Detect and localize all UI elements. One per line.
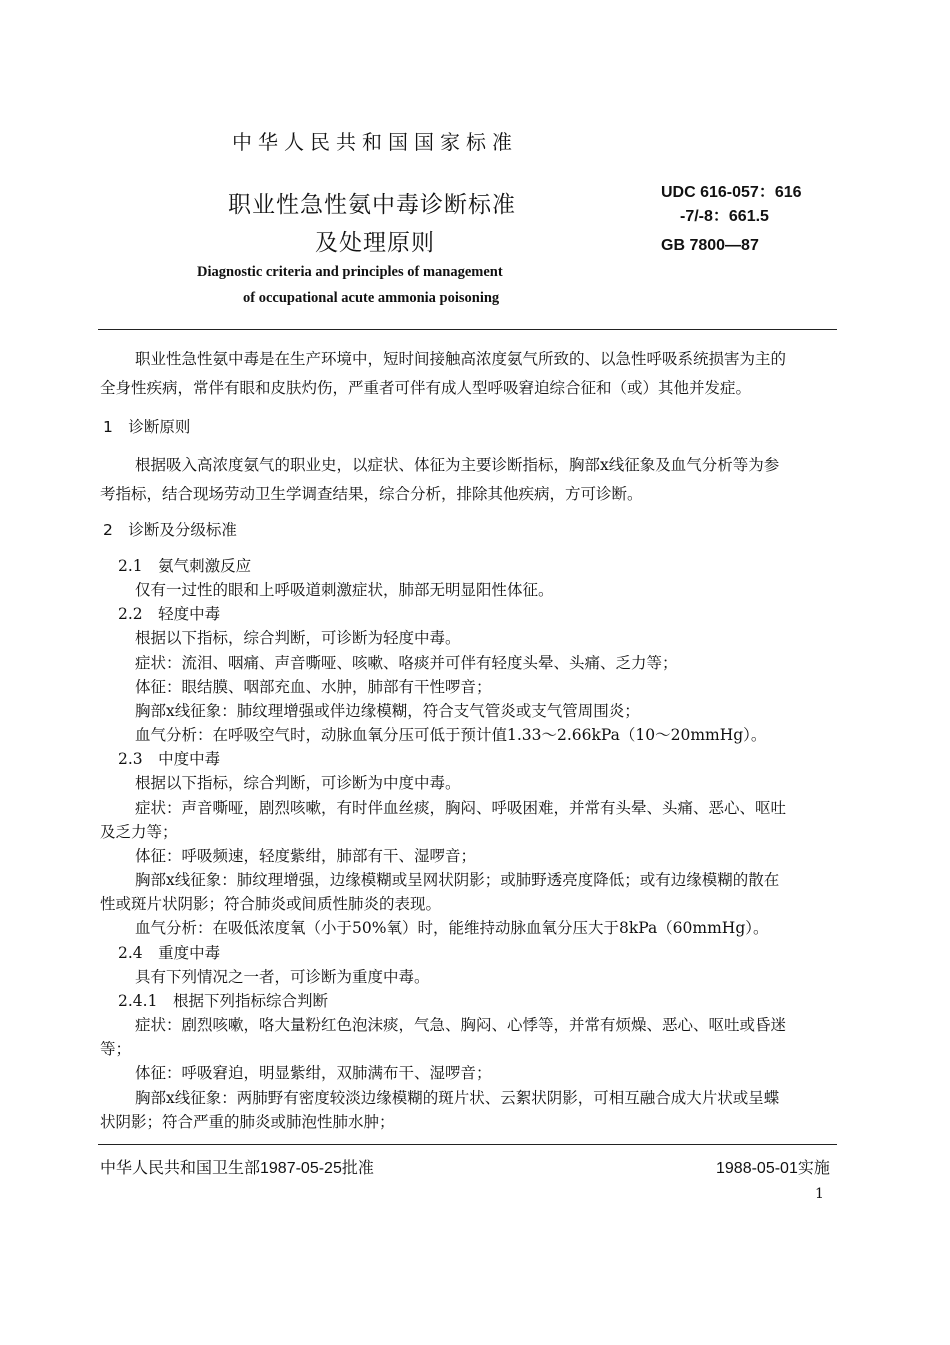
section-2-3-line1: 根据以下指标，综合判断，可诊断为中度中毒。 [135,774,461,792]
section-2-1-text: 仅有一过性的眼和上呼吸道刺激症状，肺部无明显阳性体征。 [135,581,554,599]
section-2-3-line4a: 胸部x线征象：肺纹理增强，边缘模糊或呈网状阴影；或肺野透亮度降低；或有边缘模糊的散在 [135,871,780,889]
section-2-3-line3: 体征：呼吸频速，轻度紫绀，肺部有干、湿啰音； [135,847,477,865]
section-2-4-1-line3b: 状阴影；符合严重的肺炎或肺泡性肺水肿； [100,1113,395,1131]
gb-code: GB 7800—87 [661,237,759,254]
section-2-4-1-line1b: 等； [100,1040,132,1058]
header-divider [98,329,837,330]
udc-code-line2: -7/-8：661.5 [680,208,769,225]
section-2-2-line3: 体征：眼结膜、咽部充血、水肿，肺部有干性啰音； [135,678,492,696]
section-2-4-1-line3a: 胸部x线征象：两肺野有密度较淡边缘模糊的斑片状、云絮状阴影，可相互融合成大片状或呈蝶 [135,1089,780,1107]
footer-divider [98,1144,837,1145]
section-2-3-line2a: 症状：声音嘶哑，剧烈咳嗽，有时伴血丝痰，胸闷、呼吸困难，并常有头晕、头痛、恶心、呕吐 [135,799,787,817]
english-title-line1: Diagnostic criteria and principles of management [197,264,503,280]
effective-date: 1988-05-01实施 [716,1160,830,1177]
section-2-3-line4b: 性或斑片状阴影；符合肺炎或间质性肺炎的表现。 [100,895,442,913]
document-title-line1: 职业性急性氨中毒诊断标准 [228,192,516,218]
section-2-1-heading: 2.1 氨气刺激反应 [118,557,252,575]
intro-line1: 职业性急性氨中毒是在生产环境中，短时间接触高浓度氨气所致的、以急性呼吸系统损害为主的 [135,350,787,368]
section-2-4-line1: 具有下列情况之一者，可诊断为重度中毒。 [135,968,430,986]
section-2-3-line5: 血气分析：在吸低浓度氧（小于50%氧）时，能维持动脉血氧分压大于8kPa（60mmHg）。 [135,919,769,937]
section-2-heading: 2 诊断及分级标准 [103,521,237,539]
section-2-4-1-heading: 2.4.1 根据下列指标综合判断 [118,992,328,1010]
section-2-3-heading: 2.3 中度中毒 [118,750,221,768]
section-1-heading: 1 诊断原则 [103,418,191,436]
intro-line2: 全身性疾病，常伴有眼和皮肤灼伤，严重者可伴有成人型呼吸窘迫综合征和（或）其他并发症。 [100,379,752,397]
page-number: 1 [815,1186,824,1202]
section-2-2-line5: 血气分析：在呼吸空气时，动脉血氧分压可低于预计值1.33～2.66kPa（10～20mmHg）。 [135,726,767,744]
approval-date: 中华人民共和国卫生部1987-05-25批准 [100,1160,374,1177]
english-title-line2: of occupational acute ammonia poisoning [243,290,500,306]
section-2-4-1-line2: 体征：呼吸窘迫，明显紫绀，双肺满布干、湿啰音； [135,1064,492,1082]
standard-title: 中华人民共和国国家标准 [232,130,518,154]
section-2-2-line2: 症状：流泪、咽痛、声音嘶哑、咳嗽、咯痰并可伴有轻度头晕、头痛、乏力等； [135,654,678,672]
section-2-3-line2b: 及乏力等； [100,823,178,841]
section-2-4-1-line1a: 症状：剧烈咳嗽，咯大量粉红色泡沫痰，气急、胸闷、心悸等，并常有烦燥、恶心、呕吐或昏迷 [135,1016,787,1034]
section-1-line1: 根据吸入高浓度氨气的职业史，以症状、体征为主要诊断指标，胸部x线征象及血气分析等为参 [135,456,780,474]
section-2-4-heading: 2.4 重度中毒 [118,944,221,962]
udc-code-line1: UDC 616-057：616 [661,184,802,201]
section-1-line2: 考指标，结合现场劳动卫生学调查结果，综合分析，排除其他疾病，方可诊断。 [100,485,643,503]
section-2-2-heading: 2.2 轻度中毒 [118,605,221,623]
document-title-line2: 及处理原则 [315,230,435,256]
section-2-2-line1: 根据以下指标，综合判断，可诊断为轻度中毒。 [135,629,461,647]
section-2-2-line4: 胸部x线征象：肺纹理增强或伴边缘模糊，符合支气管炎或支气管周围炎； [135,702,640,720]
